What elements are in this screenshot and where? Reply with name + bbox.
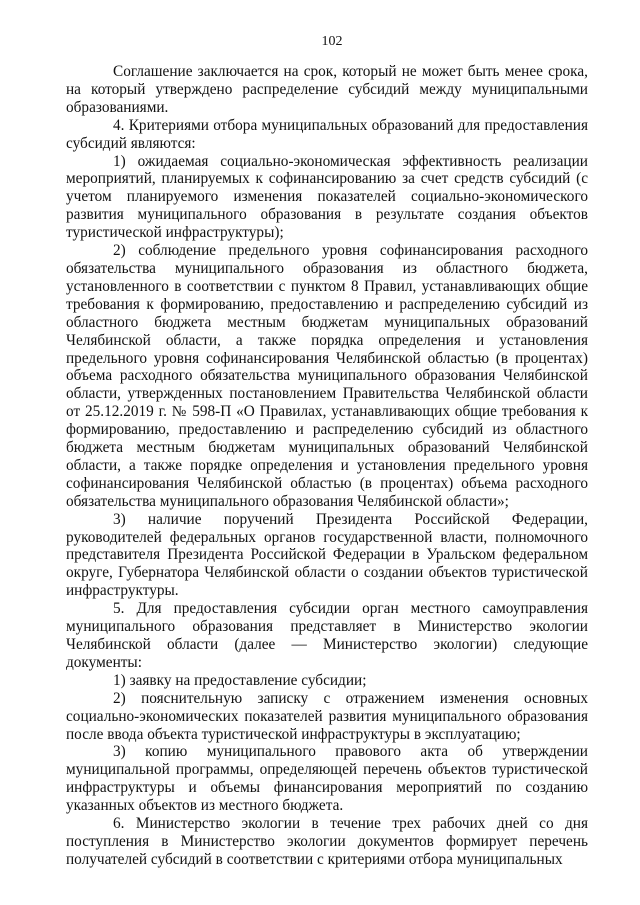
document-body [66,63,588,869]
paragraph-criterion-3: 3) наличие поручений Президента Российской Федерации, руководителей федеральных органов государственной власти, полномочного представителя Президента Российской Федерации в Уральском федеральном округе, Губернатора Челябинской области о создании объектов туристической инфраструктуры. [66,510,588,600]
paragraph-agreement-term: Соглашение заключается на срок, который не может быть менее срока, на который утверждено распределение субсидий между муниципальными образованиями. [66,63,588,116]
paragraph-document-1: 1) заявку на предоставление субсидии; [113,671,367,689]
paragraph-document-3: 3) копию муниципального правового акта об утверждении муниципальной программы, определяющей перечень объектов туристической инфраструктуры и объемы финансирования мероприятий по созданию указанных объектов из местного бюджета. [66,743,588,815]
paragraph-documents-intro: 5. Для предоставления субсидии орган местного самоуправления муниципального образования представляет в Министерство экологии Челябинской области (далее — Министерство экологии) следующие документы: [66,600,588,671]
paragraph-document-2: 2) пояснительную записку с отражением изменения основных социально-экономических показателей развития муниципального образования после ввода объекта туристической инфраструктуры в эксплуатацию; [66,689,588,743]
paragraph-ministry-review: 6. Министерство экологии в течение трех рабочих дней со дня поступления в Министерство экологии документов формирует перечень получателей субсидий в соответствии с критериями отбора муниципальных [66,815,588,868]
paragraph-criterion-2: 2) соблюдение предельного уровня софинансирования расходного обязательства муниципального образования из областного бюджета, установленного в соответствии с пунктом 8 Правил, устанавливающих общие требования к формированию, предоставлению и распределению субсидий из областного бюджета местным бюджетам муниципальных образований Челябинской области, а также порядка определения и установления предельного уровня софинансирования Челябинской областью (в процентах) объема расходного обязательства муниципального образования Челябинской области, утвержденных постановлением Правительства Челябинской области от 25.12.2019 г. № 598-П «О Правилах, устанавливающих общие требования к формированию, предоставлению и распределению субсидий из областного бюджета местным бюджетам муниципальных образований Челябинской области, а также порядке определения и установления предельного уровня софинансирования Челябинской областью (в процентах) объема расходного обязательства муниципального образования Челябинской области»; [66,242,588,510]
page-number: 102 [321,34,343,49]
paragraph-criterion-1: 1) ожидаемая социально-экономическая эффективность реализации мероприятий, планируемых к софинансированию за счет средств субсидий (с учетом планируемого изменения показателей социально-экономического развития муниципального образования в результате создания объектов туристической инфраструктуры); [66,152,588,242]
paragraph-selection-criteria: 4. Критериями отбора муниципальных образований для предоставления субсидий являются: [66,116,588,152]
